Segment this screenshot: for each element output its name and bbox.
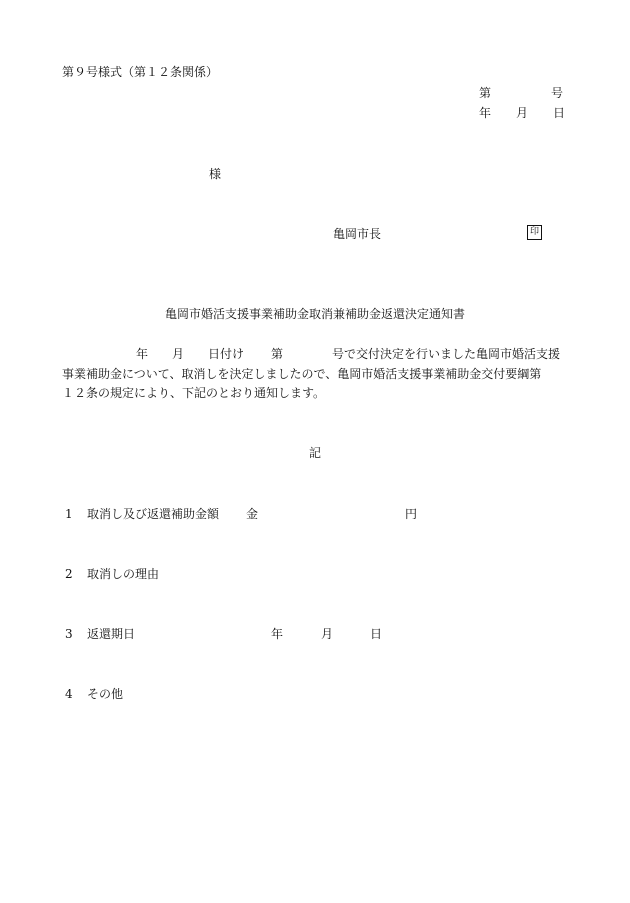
body-line-1-rest: 号で交付決定を行いました亀岡市婚活支援 xyxy=(332,347,561,361)
due-date-year-label: 年 xyxy=(271,627,284,641)
notice-body-line-2: 事業補助金について、取消しを決定しましたので、亀岡市婚活支援事業補助金交付要綱第 xyxy=(62,367,542,381)
body-date-label: 日付け xyxy=(208,347,245,361)
date-month-label: 月 xyxy=(516,106,529,120)
item-number: 4 xyxy=(65,687,73,701)
date-year-label: 年 xyxy=(479,106,492,120)
due-date-day-label: 日 xyxy=(370,627,383,641)
body-dai-label: 第 xyxy=(271,347,284,361)
item-label-refund-amount: 取消し及び返還補助金額 xyxy=(87,507,220,521)
notice-body-line-3: １２条の規定により、下記のとおり通知します。 xyxy=(62,386,326,400)
item-label-due-date: 返還期日 xyxy=(87,627,136,641)
due-date-month-label: 月 xyxy=(321,627,334,641)
item-amount-unit: 円 xyxy=(405,507,418,521)
form-label: 第９号様式（第１２条関係） xyxy=(62,65,219,79)
body-month-label: 月 xyxy=(172,347,185,361)
date-day-label: 日 xyxy=(553,106,566,120)
notice-title: 亀岡市婚活支援事業補助金取消兼補助金返還決定通知書 xyxy=(164,307,465,321)
item-amount-prefix: 金 xyxy=(246,507,259,521)
item-label-reason: 取消しの理由 xyxy=(87,567,160,581)
item-number: 2 xyxy=(65,567,73,581)
addressee-honorific: 様 xyxy=(209,167,222,181)
item-label-other: その他 xyxy=(87,687,124,701)
item-number: 3 xyxy=(65,627,73,641)
item-number: 1 xyxy=(65,507,73,521)
ki-heading: 記 xyxy=(308,446,321,460)
body-year-label: 年 xyxy=(136,347,149,361)
seal-mark: 印 xyxy=(527,225,542,240)
doc-number-prefix: 第 xyxy=(479,86,492,100)
doc-number-suffix: 号 xyxy=(551,86,564,100)
sender-title: 亀岡市長 xyxy=(333,227,382,241)
